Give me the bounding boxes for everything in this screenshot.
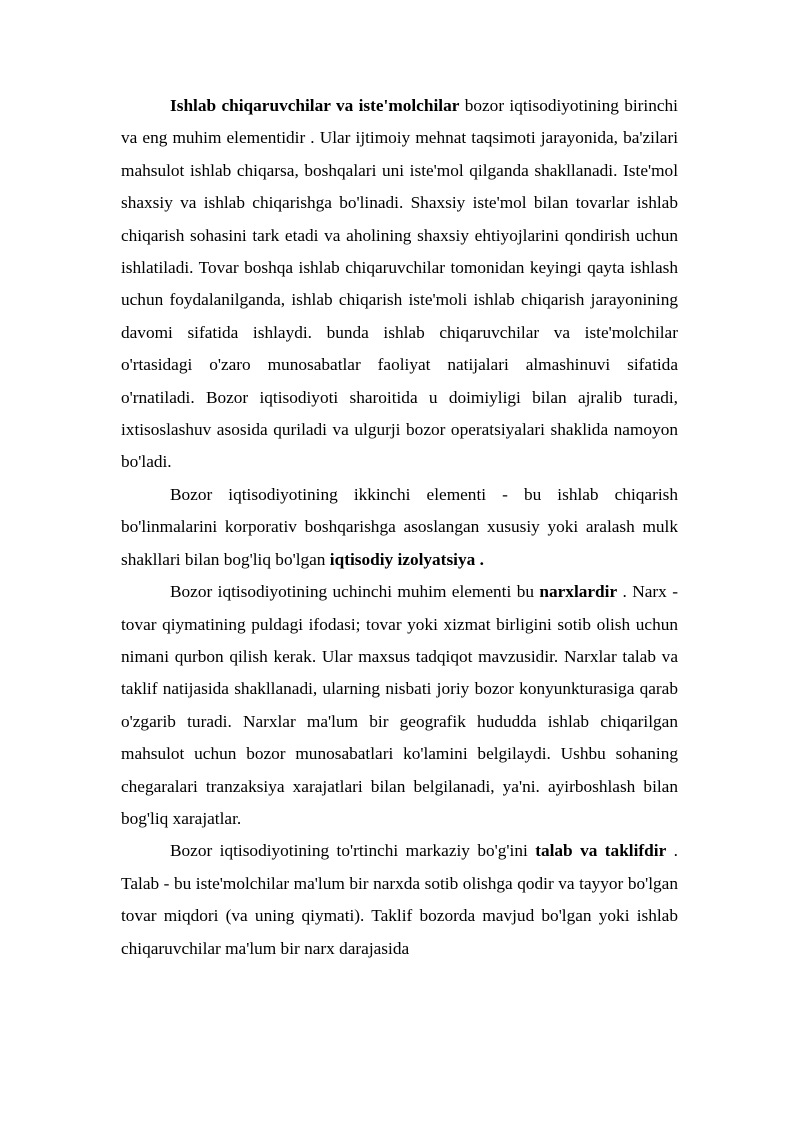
bold-term: narxlardir: [539, 582, 618, 602]
paragraph-economic-isolation: [121, 479, 678, 576]
paragraph-text: . Narx - tovar qiymatining puldagi ifodasi; tovar yoki xizmat birligini sotib olish uchun nimani qurbon qilish kerak. Ular maxsus tadqiqot mavzusidir. Narxlar talab va taklif natijasida shakllanadi, ularning nisbati joriy bozor konyunkturasiga qarab o'zgarib turadi. Narxlar ma'lum bir geografik hududda ishlab chiqarilgan mahsulot uchun bozor munosabatlari ko'lamini belgilaydi. Ushbu sohaning chegaralari tranzaksiya xarajatlari bilan belgilanadi, ya'ni. ayirboshlash bilan bog'liq xarajatlar.: [121, 582, 678, 828]
bold-term: talab va taklifdir: [535, 841, 667, 861]
paragraph-text: Bozor iqtisodiyotining ikkinchi elementi - bu ishlab chiqarish bo'linmalarini korporativ boshqarishga asoslangan xususiy yoki aralash mulk shakllari bilan bog'liq bo'lgan: [121, 484, 678, 569]
paragraph-producers-consumers: [121, 90, 678, 479]
bold-term: iqtisodiy izolyatsiya .: [329, 549, 484, 569]
document-page: [121, 90, 678, 965]
paragraph-prices: [121, 576, 678, 835]
paragraph-text: . Talab - bu iste'molchilar ma'lum bir narxda sotib olishga qodir va tayyor bo'lgan tovar miqdori (va uning qiymati). Taklif bozorda mavjud bo'lgan yoki ishlab chiqaruvchilar ma'lum bir narx darajasida: [121, 841, 678, 958]
paragraph-text: bozor iqtisodiyotining birinchi va eng muhim elementidir . Ular ijtimoiy mehnat taqsimoti jarayonida, ba'zilari mahsulot ishlab chiqarsa, boshqalari uni iste'mol qilganda shakllanadi. Iste'mol shaxsiy va ishlab chiqarishga bo'linadi. Shaxsiy iste'mol bilan tovarlar ishlab chiqarish sohasini tark etadi va aholining shaxsiy ehtiyojlarini qondirish uchun ishlatiladi. Tovar boshqa ishlab chiqaruvchilar tomonidan keyingi qayta ishlash uchun foydalanilganda, ishlab chiqarish iste'moli ishlab chiqarish jarayonining davomi sifatida ishlaydi. bunda ishlab chiqaruvchilar va iste'molchilar o'rtasidagi o'zaro munosabatlar faoliyat natijalari almashinuvi sifatida o'rnatiladi. Bozor iqtisodiyoti sharoitida u doimiyligi bilan ajralib turadi, ixtisoslashuv asosida quriladi va ulgurji bozor operatsiyalari shaklida namoyon bo'ladi.: [121, 96, 678, 472]
paragraph-supply-demand: [121, 835, 678, 965]
bold-term: Ishlab chiqaruvchilar va iste'molchilar: [170, 96, 460, 115]
paragraph-text: Bozor iqtisodiyotining to'rtinchi markaziy bo'g'ini: [170, 841, 536, 861]
paragraph-text: Bozor iqtisodiyotining uchinchi muhim elementi bu: [170, 582, 540, 602]
